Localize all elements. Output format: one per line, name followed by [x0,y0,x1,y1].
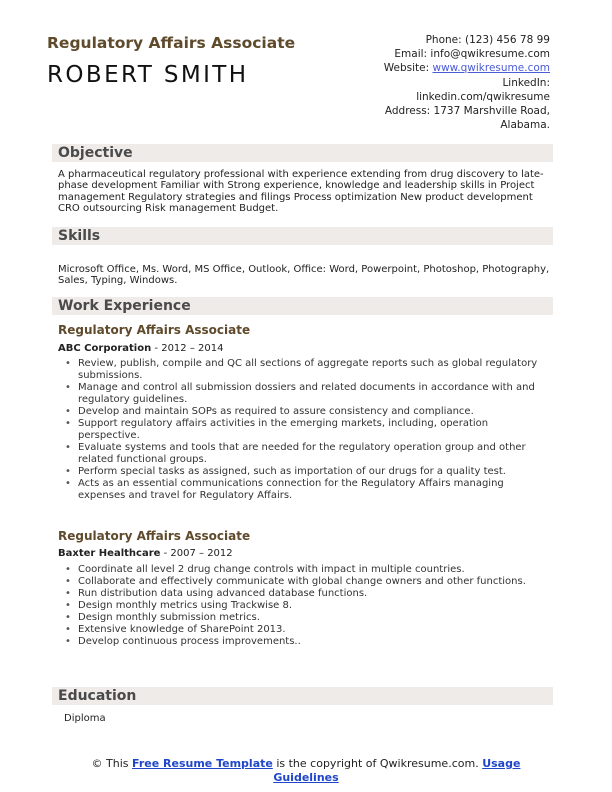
job-title: Regulatory Affairs Associate [47,34,296,52]
candidate-name: ROBERT SMITH [47,62,249,88]
education-section-bar [52,687,553,705]
contact-block [330,33,550,132]
footer-prefix: © This [91,757,133,770]
contact-email: Email: info@qwikresume.com [394,48,550,61]
experience-heading: Work Experience [58,298,191,314]
job-1-dates: - 2012 – 2014 [151,343,224,354]
objective-text: A pharmaceutical regulatory professional with experience extending from drug discovery to late-phase development Familiar with Strong experience, knowledge and leadership skills in Project management Regulatory strategies and filings Process optimization New product development CRO outsourcing Risk management Budget. [58,169,544,215]
skills-heading: Skills [58,228,101,244]
job-1-company: ABC Corporation [58,343,152,354]
list-item: • Run distribution data using advanced database functions. [64,588,544,600]
job-1-company-line [58,343,223,354]
education-heading: Education [58,688,137,704]
skills-section-bar [52,227,553,245]
job-1-bullet-list [64,358,544,502]
objective-section-bar [52,144,553,162]
job-2-company-line [58,548,233,559]
list-item: • Support regulatory affairs activities in the emerging markets, including, operation perspective. [64,418,544,442]
footer-middle: is the copyright of Qwikresume.com. [272,757,483,770]
website-label: Website: [383,62,433,75]
experience-section-bar [52,297,553,315]
usage-guidelines-link-part1[interactable]: Usage [482,757,521,770]
education-text: Diploma [64,713,106,724]
free-resume-template-link[interactable]: Free Resume Template [132,757,273,770]
list-item: • Develop and maintain SOPs as required to assure consistency and compliance. [64,406,544,418]
contact-website [330,61,550,75]
list-item: • Manage and control all submission dossiers and related documents in accordance with and regulatory guidelines. [64,382,544,406]
usage-guidelines-link-part2[interactable]: Guidelines [273,770,339,784]
job-2-bullet-list [64,564,544,648]
list-item: • Coordinate all level 2 drug change controls with impact in multiple countries. [64,564,544,576]
list-item: • Collaborate and effectively communicate with global change owners and other functions. [64,576,544,588]
list-item: • Extensive knowledge of SharePoint 2013. [64,624,544,636]
website-link[interactable]: www.qwikresume.com [432,62,550,75]
list-item: • Design monthly submission metrics. [64,612,544,624]
contact-phone: Phone: (123) 456 78 99 [425,34,550,46]
list-item: • Evaluate systems and tools that are needed for the regulatory operation group and other related functional groups. [64,442,544,466]
contact-linkedin-value: linkedin.com/qwikresume [416,90,550,103]
job-2-title: Regulatory Affairs Associate [58,529,251,543]
list-item: • Design monthly metrics using Trackwise 8. [64,600,544,612]
copyright-footer [0,757,612,784]
job-2-company: Baxter Healthcare [58,548,161,559]
list-item: • Develop continuous process improvements.. [64,636,544,648]
contact-linkedin-label: LinkedIn: [502,76,550,89]
list-item: • Acts as an essential communications connection for the Regulatory Affairs managing expenses and travel for Regulatory Affairs. [64,478,544,502]
contact-address-line1: Address: 1737 Marshville Road, [384,105,550,118]
contact-address-line2: Alabama. [500,119,550,132]
job-2-dates: - 2007 – 2012 [160,548,233,559]
list-item: • Review, publish, compile and QC all sections of aggregate reports such as global regulatory submissions. [64,358,544,382]
skills-text: Microsoft Office, Ms. Word, MS Office, Outlook, Office: Word, Powerpoint, Photoshop, Photography, Sales, Typing, Windows. [58,264,550,287]
list-item: • Perform special tasks as assigned, such as importation of our drugs for a quality test. [64,466,544,478]
job-1-title: Regulatory Affairs Associate [58,323,251,337]
objective-heading: Objective [58,145,133,161]
